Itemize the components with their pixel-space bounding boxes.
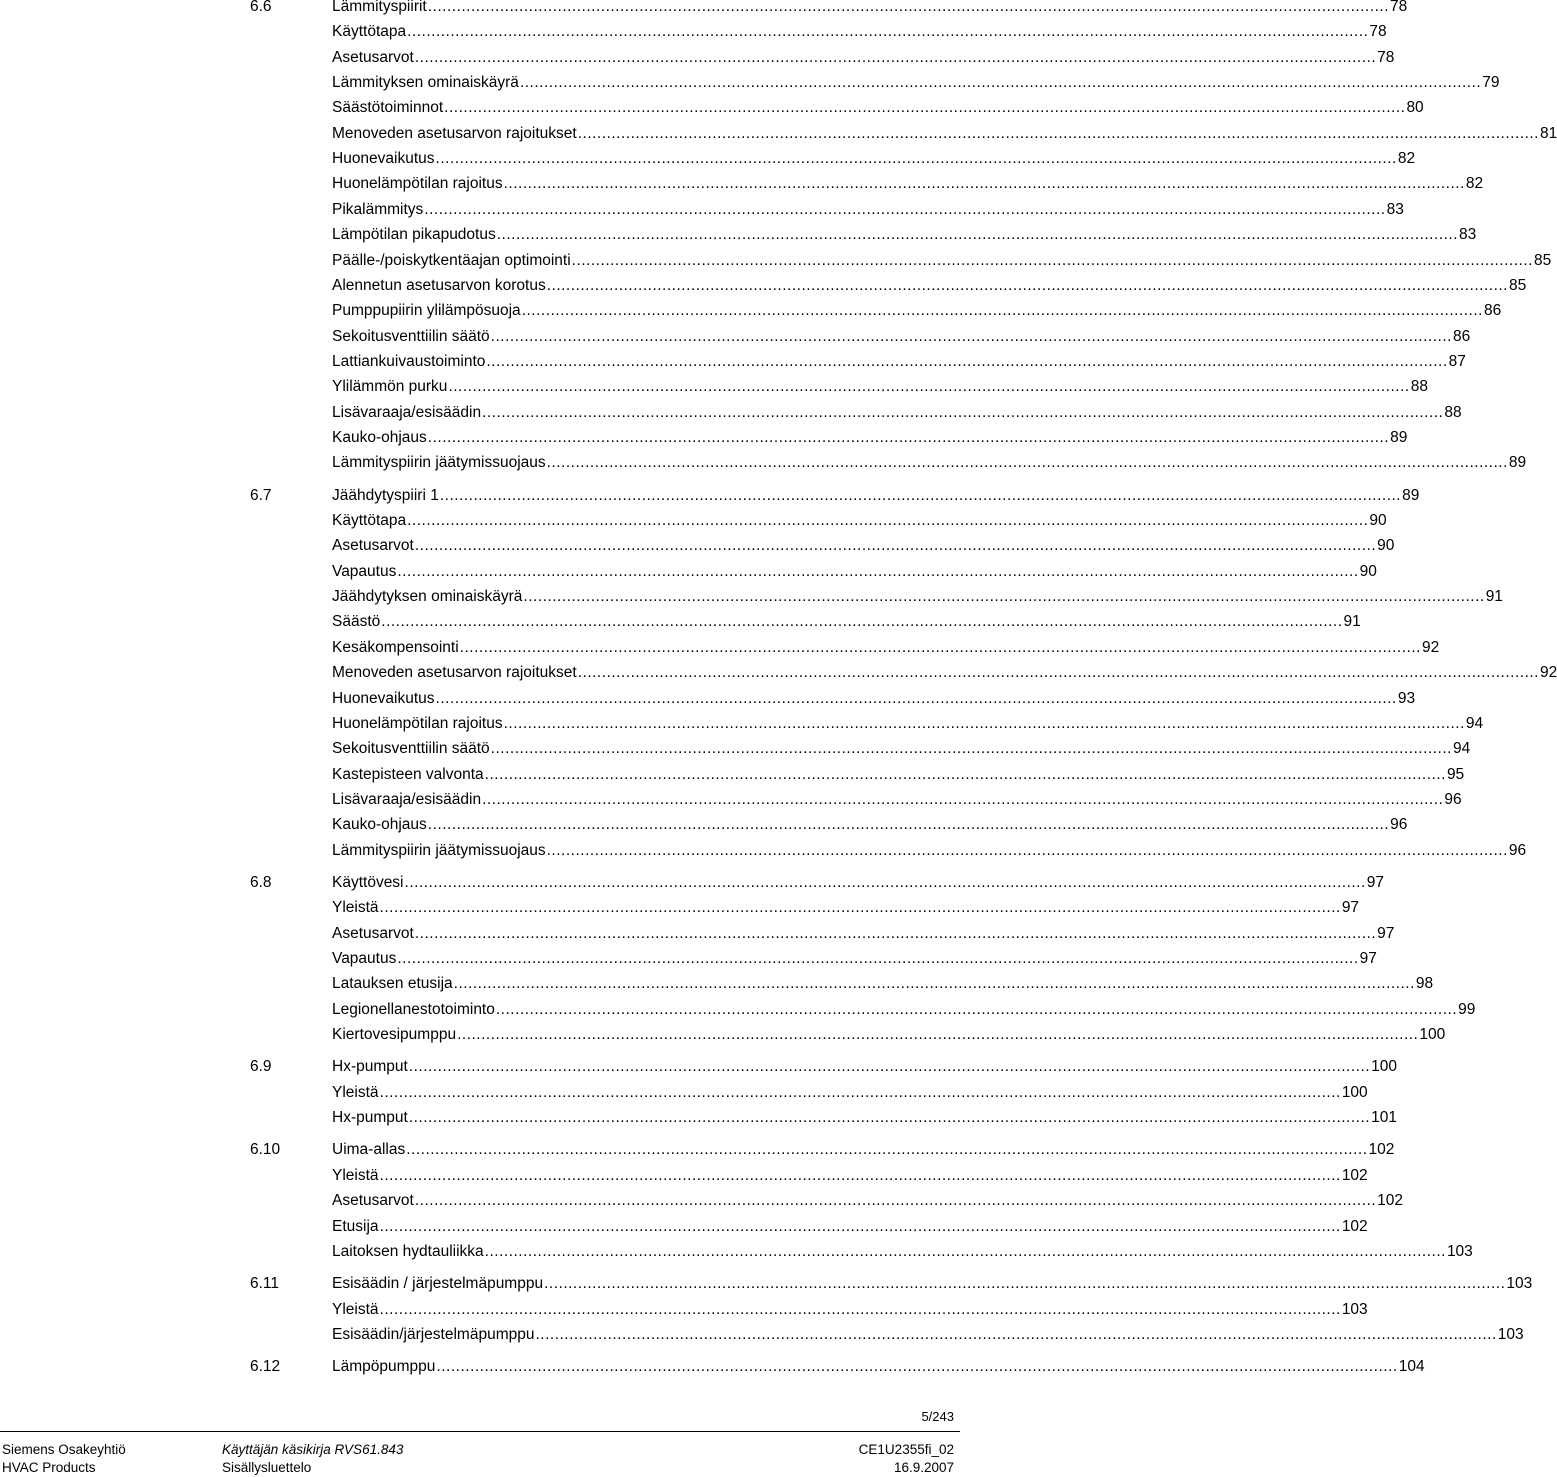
dot-leader: ........................................................................................................................................................................................................ [459,638,1421,656]
toc-entry[interactable] [250,737,1471,761]
toc-title: Käyttötapa [332,512,407,529]
toc-title: Pikalämmitys [332,200,424,218]
dot-leader: ........................................................................................................................................................................................................ [486,352,1448,370]
toc-entry[interactable] [250,1055,1397,1079]
toc-title: Asetusarvot [332,924,414,942]
dot-leader: ........................................................................................................................................................................................................ [457,1026,1419,1043]
footer-manual-title: Käyttäjän käsikirja RVS61.843 [222,1442,404,1457]
dot-leader: ........................................................................................................................................................................................................ [414,1192,1377,1210]
toc-page-number: 92 [1539,664,1557,682]
toc-entry[interactable] [250,1081,1368,1105]
dot-leader: ........................................................................................................................................................................................................ [424,200,1386,218]
toc-entry-body [332,274,1527,298]
toc-page-number: 82 [1465,175,1484,193]
dot-leader: ........................................................................................................................................................................................................ [490,740,1452,758]
toc-entry[interactable] [250,1164,1368,1188]
toc-page-number: 102 [1377,1192,1404,1210]
toc-title: Asetusarvot [332,1192,414,1210]
toc-title: Kauko-ohjaus [332,429,427,446]
toc-title: Lämmityspiirit [332,0,427,15]
toc-page-number: 102 [1341,1166,1368,1184]
dot-leader: ........................................................................................................................................................................................................ [414,924,1377,942]
dot-leader: ........................................................................................................................................................................................................ [427,816,1390,834]
toc-entry[interactable] [250,896,1360,920]
toc-title: Sekoitusventtiilin säätö [332,327,490,345]
toc-title: Laitoksen hydtauliikka [332,1242,484,1260]
toc-entry-body [332,636,1440,660]
toc-entry[interactable] [250,1272,1533,1296]
toc-page-number: 83 [1386,200,1404,218]
toc-entry-body [332,46,1395,70]
footer-division: HVAC Products [2,1460,96,1475]
toc-title: Kastepisteen valvonta [332,765,484,783]
toc-title: Vapautus [332,562,397,580]
toc-entry-body [332,249,1552,273]
footer-section: Sisällysluettelo [222,1460,312,1475]
toc-entry-body [332,96,1424,120]
dot-leader: ........................................................................................................................................................................................................ [427,429,1390,446]
toc-entry[interactable] [250,534,1395,558]
dot-leader: ........................................................................................................................................................................................................ [482,403,1444,421]
toc-entry-body [332,401,1462,425]
toc-entry-body [332,0,1408,19]
toc-page-number: 78 [1369,23,1387,41]
toc-title: Ylilämmön purku [332,378,448,396]
dot-leader: ........................................................................................................................................................................................................ [577,664,1539,682]
toc-title: Yleistä [332,1300,379,1318]
dot-leader: ........................................................................................................................................................................................................ [577,124,1539,142]
dot-leader: ........................................................................................................................................................................................................ [503,714,1465,732]
toc-entry-body [332,998,1476,1022]
toc-title: Huonelämpötilan rajoitus [332,714,503,732]
dot-leader: ........................................................................................................................................................................................................ [523,588,1485,606]
toc-entry[interactable] [250,1106,1397,1130]
dot-leader: ........................................................................................................................................................................................................ [571,251,1533,269]
toc-title: Sekoitusventtiilin säätö [332,740,490,758]
toc-title: Lisävaraaja/esisäädin [332,403,482,421]
toc-title: Lisävaraaja/esisäädin [332,790,482,808]
toc-entry-body [332,1355,1425,1379]
toc-page-number: 100 [1341,1083,1368,1101]
toc-entry[interactable] [250,560,1377,584]
toc-section-number: 6.6 [250,0,272,15]
page-number: 5/243 [921,1409,954,1424]
toc-entry[interactable] [250,509,1387,533]
toc-entry[interactable] [250,172,1484,196]
toc-entry-body [332,350,1466,374]
toc-entry-body [332,1189,1404,1213]
toc-entry[interactable] [250,763,1465,787]
toc-entry[interactable] [250,223,1477,247]
dot-leader: ........................................................................................................................................................................................................ [404,873,1366,891]
toc-entry[interactable] [250,1215,1368,1239]
toc-title: Esisäädin/järjestelmäpumppu [332,1325,535,1343]
footer-date: 16.9.2007 [893,1460,954,1475]
toc-entry-body [332,71,1500,95]
toc-title: Kesäkompensointi [332,638,459,656]
toc-entry[interactable] [250,687,1416,711]
toc-entry[interactable] [250,96,1424,120]
toc-entry[interactable] [250,484,1420,508]
toc-title: Hx-pumput [332,1058,408,1076]
toc-entry-body [332,484,1420,508]
toc-entry-body [332,1164,1368,1188]
toc-title: Menoveden asetusarvon rajoitukset [332,664,577,682]
toc-entry-body [332,839,1527,863]
toc-entry[interactable] [250,1240,1473,1264]
toc-page-number: 102 [1368,1141,1395,1159]
toc-page-number: 97 [1359,950,1377,967]
toc-page-number: 91 [1485,588,1503,606]
dot-leader: ........................................................................................................................................................................................................ [521,302,1483,320]
toc-entry[interactable] [250,426,1408,450]
toc-title: Kauko-ohjaus [332,816,427,834]
toc-entry[interactable] [250,871,1385,895]
toc-title: Käyttötapa [332,23,407,41]
toc-page-number: 101 [1371,1109,1397,1127]
toc-entry[interactable] [250,71,1500,95]
dot-leader: ........................................................................................................................................................................................................ [407,512,1369,529]
footer-divider [0,1431,960,1432]
toc-entry-body [332,896,1360,920]
toc-title: Asetusarvot [332,48,414,66]
toc-entry-body [332,1023,1446,1047]
toc-title: Uima-allas [332,1141,406,1159]
toc-title: Huonevaikutus [332,689,435,707]
dot-leader: ........................................................................................................................................................................................................ [379,1217,1341,1235]
toc-entry-body [332,509,1387,533]
toc-title: Lattiankuivaustoiminto [332,352,486,370]
dot-leader: ........................................................................................................................................................................................................ [407,23,1369,41]
dot-leader: ........................................................................................................................................................................................................ [495,1000,1458,1018]
toc-section-number: 6.12 [250,1358,281,1376]
toc-entry[interactable] [250,972,1434,996]
dot-leader: ........................................................................................................................................................................................................ [496,226,1459,244]
toc-page-number: 83 [1459,226,1477,244]
toc-title: Pumppupiirin ylilämpösuoja [332,302,521,320]
toc-page-number: 103 [1446,1242,1473,1260]
toc-entry-body [332,1106,1397,1130]
toc-entry-body [332,737,1471,761]
toc-entry-body [332,375,1428,399]
toc-entry-body [332,585,1503,609]
toc-page-number: 85 [1508,276,1527,294]
toc-page-number: 88 [1444,403,1462,421]
toc-entry[interactable] [250,1023,1446,1047]
toc-entry[interactable] [250,249,1552,273]
dot-leader: ........................................................................................................................................................................................................ [436,1358,1398,1376]
toc-entry-body [332,1055,1397,1079]
toc-entry[interactable] [250,1298,1368,1322]
toc-entry[interactable] [250,1323,1524,1347]
toc-entry[interactable] [250,0,1408,19]
toc-page-number: 87 [1448,352,1466,370]
toc-title: Huonelämpötilan rajoitus [332,175,503,193]
toc-entry[interactable] [250,1138,1395,1162]
footer-company: Siemens Osakeyhtiö [2,1442,126,1457]
toc-title: Vapautus [332,950,397,967]
dot-leader: ........................................................................................................................................................................................................ [406,1141,1368,1159]
toc-page-number: 97 [1366,873,1385,891]
toc-page-number: 97 [1377,924,1395,942]
toc-entry-body [332,299,1502,323]
toc-entry[interactable] [250,20,1387,44]
toc-page-number: 97 [1341,899,1360,917]
toc-entry[interactable] [250,922,1395,946]
toc-entry-body [332,122,1557,146]
toc-title: Jäähdytyksen ominaiskäyrä [332,588,523,606]
toc-title: Kiertovesipumppu [332,1026,457,1043]
toc-page-number: 104 [1398,1358,1425,1376]
dot-leader: ........................................................................................................................................................................................................ [435,689,1397,707]
dot-leader: ........................................................................................................................................................................................................ [379,1166,1341,1184]
toc-entry-body [332,1081,1368,1105]
toc-title: Legionellanestotoiminto [332,1000,495,1018]
toc-page-number: 81 [1539,124,1557,142]
dot-leader: ........................................................................................................................................................................................................ [484,765,1446,783]
toc-entry[interactable] [250,636,1440,660]
toc-entry-body [332,788,1462,812]
toc-title: Käyttövesi [332,873,404,891]
toc-entry[interactable] [250,401,1462,425]
dot-leader: ........................................................................................................................................................................................................ [414,537,1377,555]
toc-section-number: 6.8 [250,873,272,891]
toc-entry-body [332,972,1434,996]
toc-title: Jäähdytyspiiri 1 [332,486,439,504]
toc-section-number: 6.7 [250,486,272,504]
toc-title: Hx-pumput [332,1109,408,1127]
toc-title: Lämpötilan pikapudotus [332,226,496,244]
toc-entry[interactable] [250,147,1416,171]
toc-page-number: 89 [1390,429,1408,446]
toc-page-number: 92 [1421,638,1440,656]
toc-section-number: 6.9 [250,1058,272,1076]
toc-title: Yleistä [332,899,379,917]
toc-entry[interactable] [250,299,1502,323]
toc-entry-body [332,325,1471,349]
toc-entry-body [332,1138,1395,1162]
toc-page-number: 99 [1458,1000,1476,1018]
dot-leader: ........................................................................................................................................................................................................ [379,899,1341,917]
toc-page-number: 90 [1369,512,1387,529]
dot-leader: ........................................................................................................................................................................................................ [381,613,1343,631]
toc-entry[interactable] [250,712,1484,736]
toc-page-number: 93 [1397,689,1416,707]
toc-entry[interactable] [250,46,1395,70]
dot-leader: ........................................................................................................................................................................................................ [546,454,1508,472]
toc-title: Huonevaikutus [332,150,435,168]
dot-leader: ........................................................................................................................................................................................................ [546,841,1508,859]
toc-entry[interactable] [250,788,1462,812]
toc-entry-body [332,1323,1524,1347]
toc-title: Lämmityspiirin jäätymissuojaus [332,454,546,472]
dot-leader: ........................................................................................................................................................................................................ [408,1109,1371,1127]
toc-page-number: 90 [1359,562,1377,580]
toc-page-number: 90 [1377,537,1395,555]
toc-page-number: 91 [1343,613,1361,631]
dot-leader: ........................................................................................................................................................................................................ [427,0,1390,15]
toc-entry-body [332,813,1408,837]
toc-entry-body [332,1272,1533,1296]
toc-entry-body [332,661,1557,685]
toc-page-number: 89 [1508,454,1527,472]
toc-title: Asetusarvot [332,537,414,555]
dot-leader: ........................................................................................................................................................................................................ [490,327,1452,345]
toc-title: Menoveden asetusarvon rajoitukset [332,124,577,142]
toc-page-number: 89 [1402,486,1420,504]
toc-entry[interactable] [250,274,1527,298]
toc-entry-body [332,871,1385,895]
toc-title: Latauksen etusija [332,975,453,993]
toc-page-number: 86 [1483,302,1502,320]
toc-page-number: 79 [1482,74,1500,92]
toc-entry-body [332,147,1416,171]
toc-title: Yleistä [332,1166,379,1184]
toc-page-number: 103 [1341,1300,1368,1318]
toc-title: Etusija [332,1217,379,1235]
toc-entry[interactable] [250,610,1361,634]
toc-title: Lämmityspiirin jäätymissuojaus [332,841,546,859]
toc-entry-body [332,426,1408,450]
dot-leader: ........................................................................................................................................................................................................ [484,1242,1446,1260]
toc-title: Lämpöpumppu [332,1358,436,1376]
toc-page-number: 94 [1465,714,1484,732]
dot-leader: ........................................................................................................................................................................................................ [453,975,1415,993]
toc-entry-body [332,20,1387,44]
toc-page-number: 94 [1452,740,1471,758]
toc-entry-body [332,560,1377,584]
toc-title: Säästötoiminnot [332,99,444,117]
toc-title: Lämmityksen ominaiskäyrä [332,74,519,92]
toc-title: Yleistä [332,1083,379,1101]
dot-leader: ........................................................................................................................................................................................................ [439,486,1402,504]
footer-doc-code: CE1U2355fi_02 [858,1442,954,1457]
dot-leader: ........................................................................................................................................................................................................ [519,74,1482,92]
dot-leader: ........................................................................................................................................................................................................ [535,1325,1497,1343]
toc-section-number: 6.10 [250,1141,281,1159]
dot-leader: ........................................................................................................................................................................................................ [546,276,1508,294]
toc-page-number: 100 [1371,1058,1397,1076]
toc-section-number: 6.11 [250,1275,280,1293]
toc-entry-body [332,451,1527,475]
toc-entry-body [332,1240,1473,1264]
toc-page-number: 86 [1452,327,1471,345]
toc-entry[interactable] [250,451,1527,475]
toc-page-number: 103 [1506,1275,1533,1293]
toc-title: Päälle-/poiskytkentäajan optimointi [332,251,571,269]
toc-title: Säästö [332,613,381,631]
toc-title: Esisäädin / järjestelmäpumppu [332,1275,544,1293]
dot-leader: ........................................................................................................................................................................................................ [379,1083,1341,1101]
toc-title: Alennetun asetusarvon korotus [332,276,546,294]
toc-entry-body [332,1215,1368,1239]
toc-entry[interactable] [250,375,1428,399]
dot-leader: ........................................................................................................................................................................................................ [482,790,1444,808]
toc-entry-body [332,534,1395,558]
dot-leader: ........................................................................................................................................................................................................ [448,378,1410,396]
toc-entry-body [332,198,1404,222]
toc-entry-body [332,223,1477,247]
toc-page-number: 103 [1497,1325,1524,1343]
toc-entry[interactable] [250,1355,1425,1379]
toc-entry[interactable] [250,998,1476,1022]
toc-entry-body [332,763,1465,787]
toc-page-number: 96 [1508,841,1527,859]
toc-page-number: 100 [1419,1026,1446,1043]
toc-page-number: 88 [1410,378,1428,396]
toc-entry[interactable] [250,947,1377,971]
toc-page-number: 96 [1390,816,1408,834]
dot-leader: ........................................................................................................................................................................................................ [408,1058,1371,1076]
toc-entry[interactable] [250,839,1527,863]
toc-entry-body [332,1298,1368,1322]
toc-entry[interactable] [250,198,1404,222]
toc-entry[interactable] [250,585,1503,609]
toc-page-number: 82 [1397,150,1416,168]
dot-leader: ........................................................................................................................................................................................................ [544,1275,1506,1293]
dot-leader: ........................................................................................................................................................................................................ [444,99,1406,117]
dot-leader: ........................................................................................................................................................................................................ [397,950,1359,967]
toc-entry-body [332,922,1395,946]
dot-leader: ........................................................................................................................................................................................................ [503,175,1465,193]
toc-entry[interactable] [250,813,1408,837]
toc-page-number: 78 [1377,48,1395,66]
dot-leader: ........................................................................................................................................................................................................ [379,1300,1341,1318]
toc-page-number: 78 [1390,0,1408,15]
toc-entry[interactable] [250,122,1557,146]
toc-entry-body [332,712,1484,736]
toc-entry[interactable] [250,1189,1404,1213]
toc-entry-body [332,610,1361,634]
toc-page-number: 98 [1415,975,1434,993]
toc-entry[interactable] [250,661,1557,685]
toc-page-number: 85 [1533,251,1552,269]
dot-leader: ........................................................................................................................................................................................................ [397,562,1359,580]
toc-page-number: 80 [1406,99,1424,117]
toc-entry[interactable] [250,350,1466,374]
toc-entry-body [332,172,1484,196]
dot-leader: ........................................................................................................................................................................................................ [414,48,1377,66]
toc-page-number: 96 [1444,790,1462,808]
toc-entry-body [332,687,1416,711]
toc-entry-body [332,947,1377,971]
toc-page-number: 95 [1446,765,1465,783]
toc-page-number: 102 [1341,1217,1368,1235]
dot-leader: ........................................................................................................................................................................................................ [435,150,1397,168]
toc-entry[interactable] [250,325,1471,349]
